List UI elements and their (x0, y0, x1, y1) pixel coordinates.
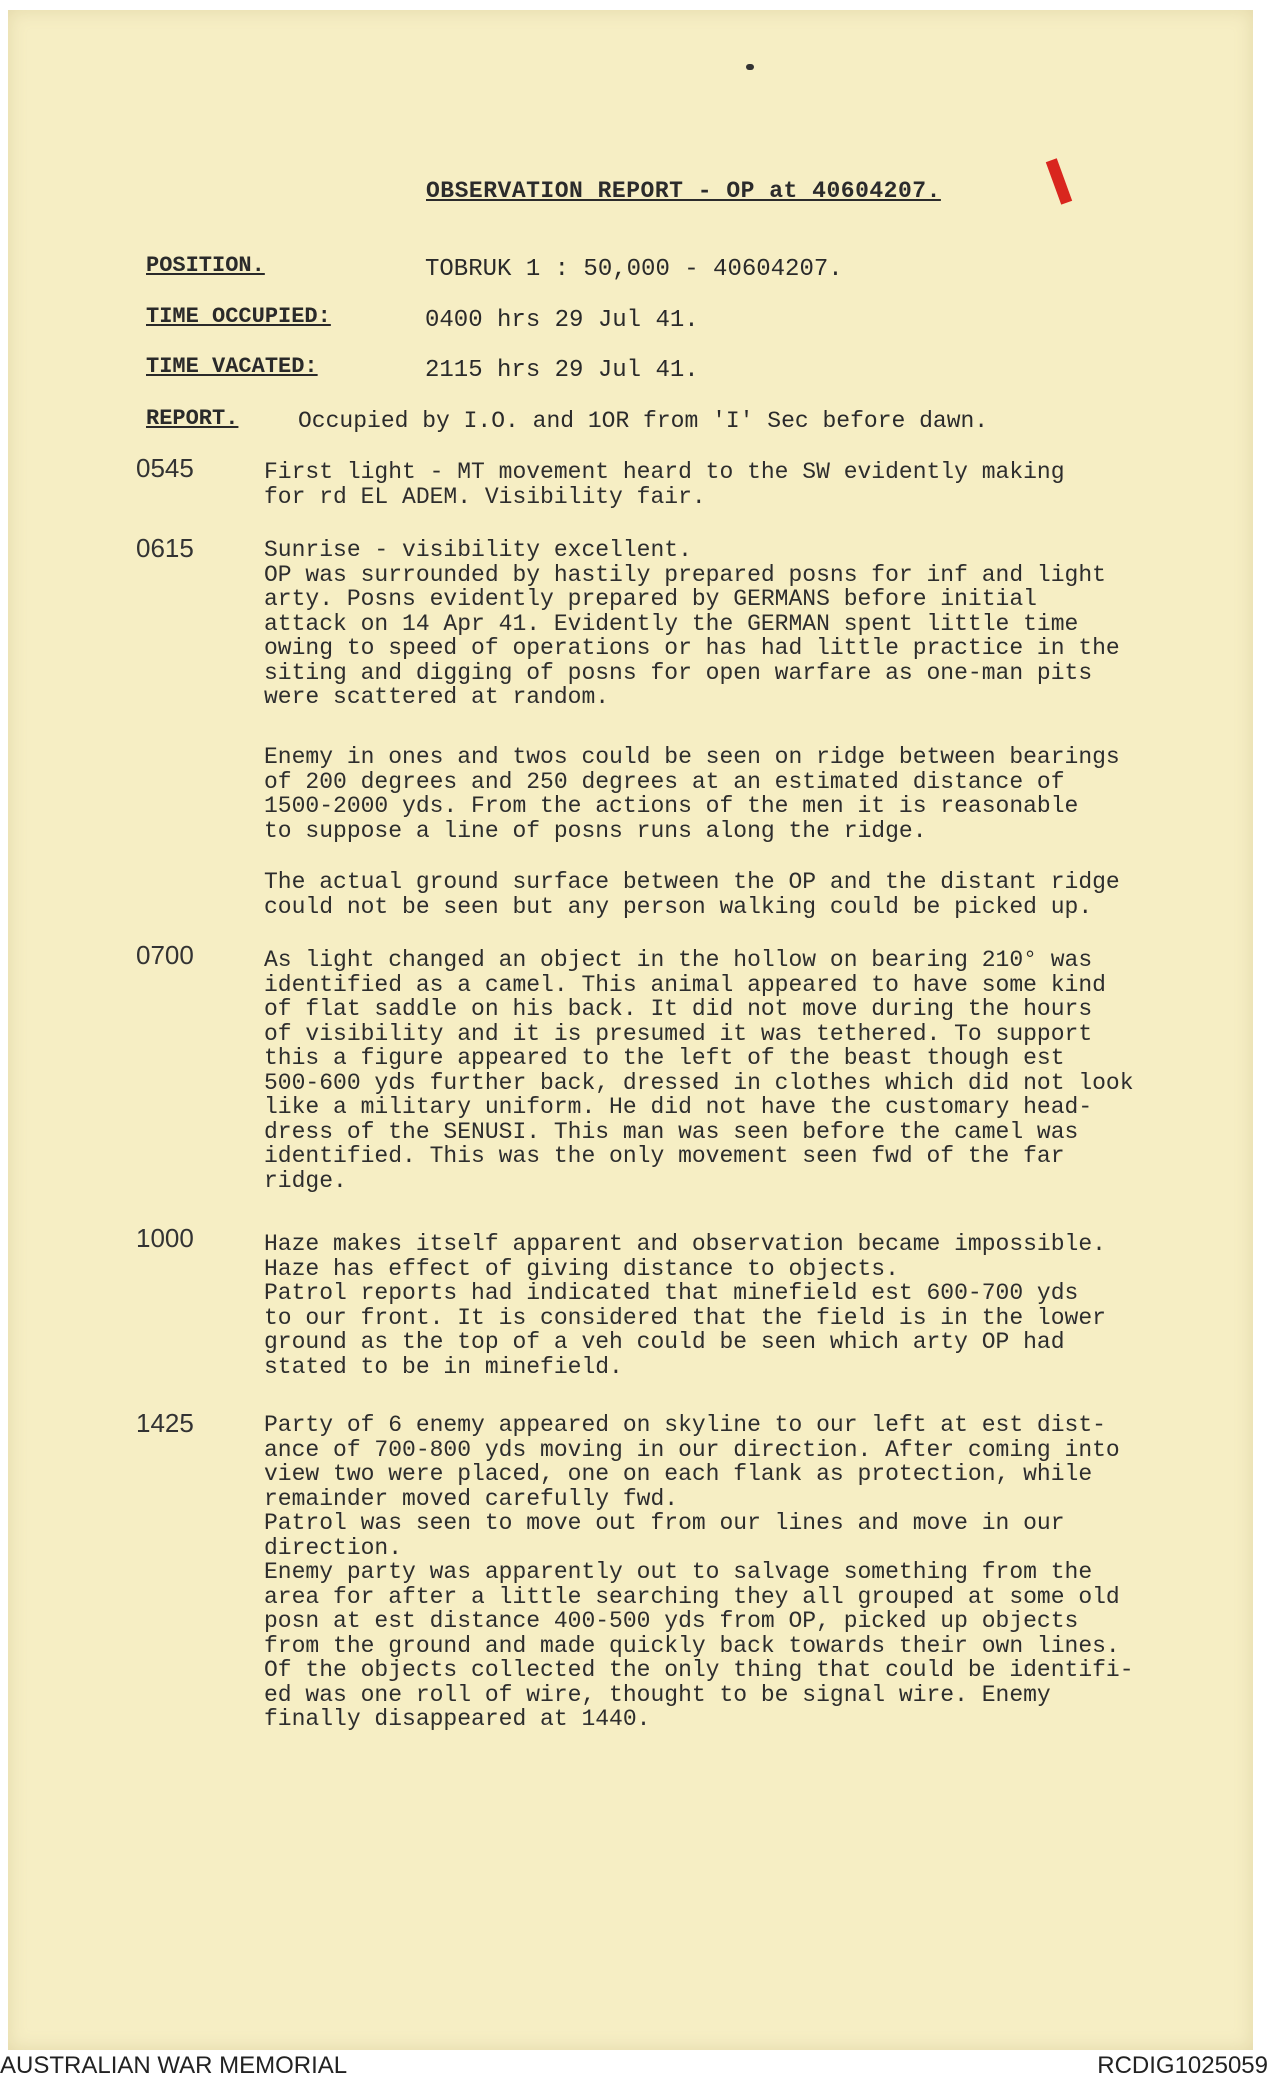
entry-text-1000: Haze makes itself apparent and observation became impossible. Haze has effect of giving distance to objects. Patrol reports had indicated that minefield est 600-700 yds to our front. It is considered that the field is in the lower ground as the top of a veh could be seen which arty OP had stated to be in minefield. (264, 1231, 1106, 1380)
entry-text-0700: As light changed an object in the hollow on bearing 210° was identified as a camel. This animal appeared to have some kind of flat saddle on his back. It did not move during the hours of visibility and it is presumed it was tethered. To support this a figure appeared to the left of the beast though est 500-600 yds further back, dressed in clothes which did not look like a military uniform. He did not have the customary head- dress of the SENUSI. This man was seen before the camel was identified. This was the only movement seen fwd of the far ridge. (264, 947, 1134, 1194)
report-intro: Occupied by I.O. and 1OR from 'I' Sec before dawn. (298, 408, 989, 434)
footer-credit: AUSTRALIAN WAR MEMORIAL (0, 2052, 348, 2079)
entry-time-0545: 0545 (136, 453, 194, 483)
report-label: REPORT. (146, 406, 239, 431)
entry-time-1425: 1425 (136, 1408, 194, 1438)
document-title: OBSERVATION REPORT - OP at 40604207. (426, 178, 941, 204)
entry-text-ground-surface: The actual ground surface between the OP and the distant ridge could not be seen but any person walking could be picked up. (264, 869, 1120, 920)
position-label: POSITION. (146, 253, 265, 278)
document-sheet (8, 10, 1253, 2050)
time-vacated-value: 2115 hrs 29 Jul 41. (425, 357, 699, 384)
entry-text-1425: Party of 6 enemy appeared on skyline to our left at est dist- ance of 700-800 yds moving in our direction. After coming into view two were placed, one on each flank as protection, while remainder moved carefully fwd. Patrol was seen to move out from our lines and move in our direction. Enemy party was apparently out to salvage something from the area for after a little searching they all grouped at some old posn at est distance 400-500 yds from OP, picked up objects from the ground and made quickly back towards their own lines. Of the objects collected the only thing that could be identifi- ed was one roll of wire, thought to be signal wire. Enemy finally disappeared at 1440. (264, 1412, 1134, 1732)
time-occupied-value: 0400 hrs 29 Jul 41. (425, 307, 699, 334)
time-vacated-label: TIME VACATED: (146, 354, 318, 379)
entry-time-1000: 1000 (136, 1223, 194, 1253)
entry-time-0700: 0700 (136, 940, 194, 970)
time-occupied-label: TIME OCCUPIED: (146, 304, 331, 329)
entry-text-enemy-ridge: Enemy in ones and twos could be seen on ridge between bearings of 200 degrees and 250 degrees at an estimated distance of 1500-2000 yds. From the actions of the men it is reasonable to suppose a line of posns runs along the ridge. (264, 744, 1120, 844)
entry-text-0545: First light - MT movement heard to the SW evidently making for rd EL ADEM. Visibility fair. (264, 459, 1065, 510)
handwritten-red-mark: I (1036, 144, 1083, 221)
footer-record-id: RCDIG1025059 (1097, 2052, 1268, 2079)
position-value: TOBRUK 1 : 50,000 - 40604207. (425, 256, 843, 283)
ink-speck (746, 64, 754, 70)
entry-text-0615: Sunrise - visibility excellent. OP was surrounded by hastily prepared posns for inf and light arty. Posns evidently prepared by GERMANS before initial attack on 14 Apr 41. Evidently the GERMAN spent little time owing to speed of operations or has had little practice in the siting and digging of posns for open warfare as one-man pits were scattered at random. (264, 537, 1120, 710)
entry-time-0615: 0615 (136, 533, 194, 563)
